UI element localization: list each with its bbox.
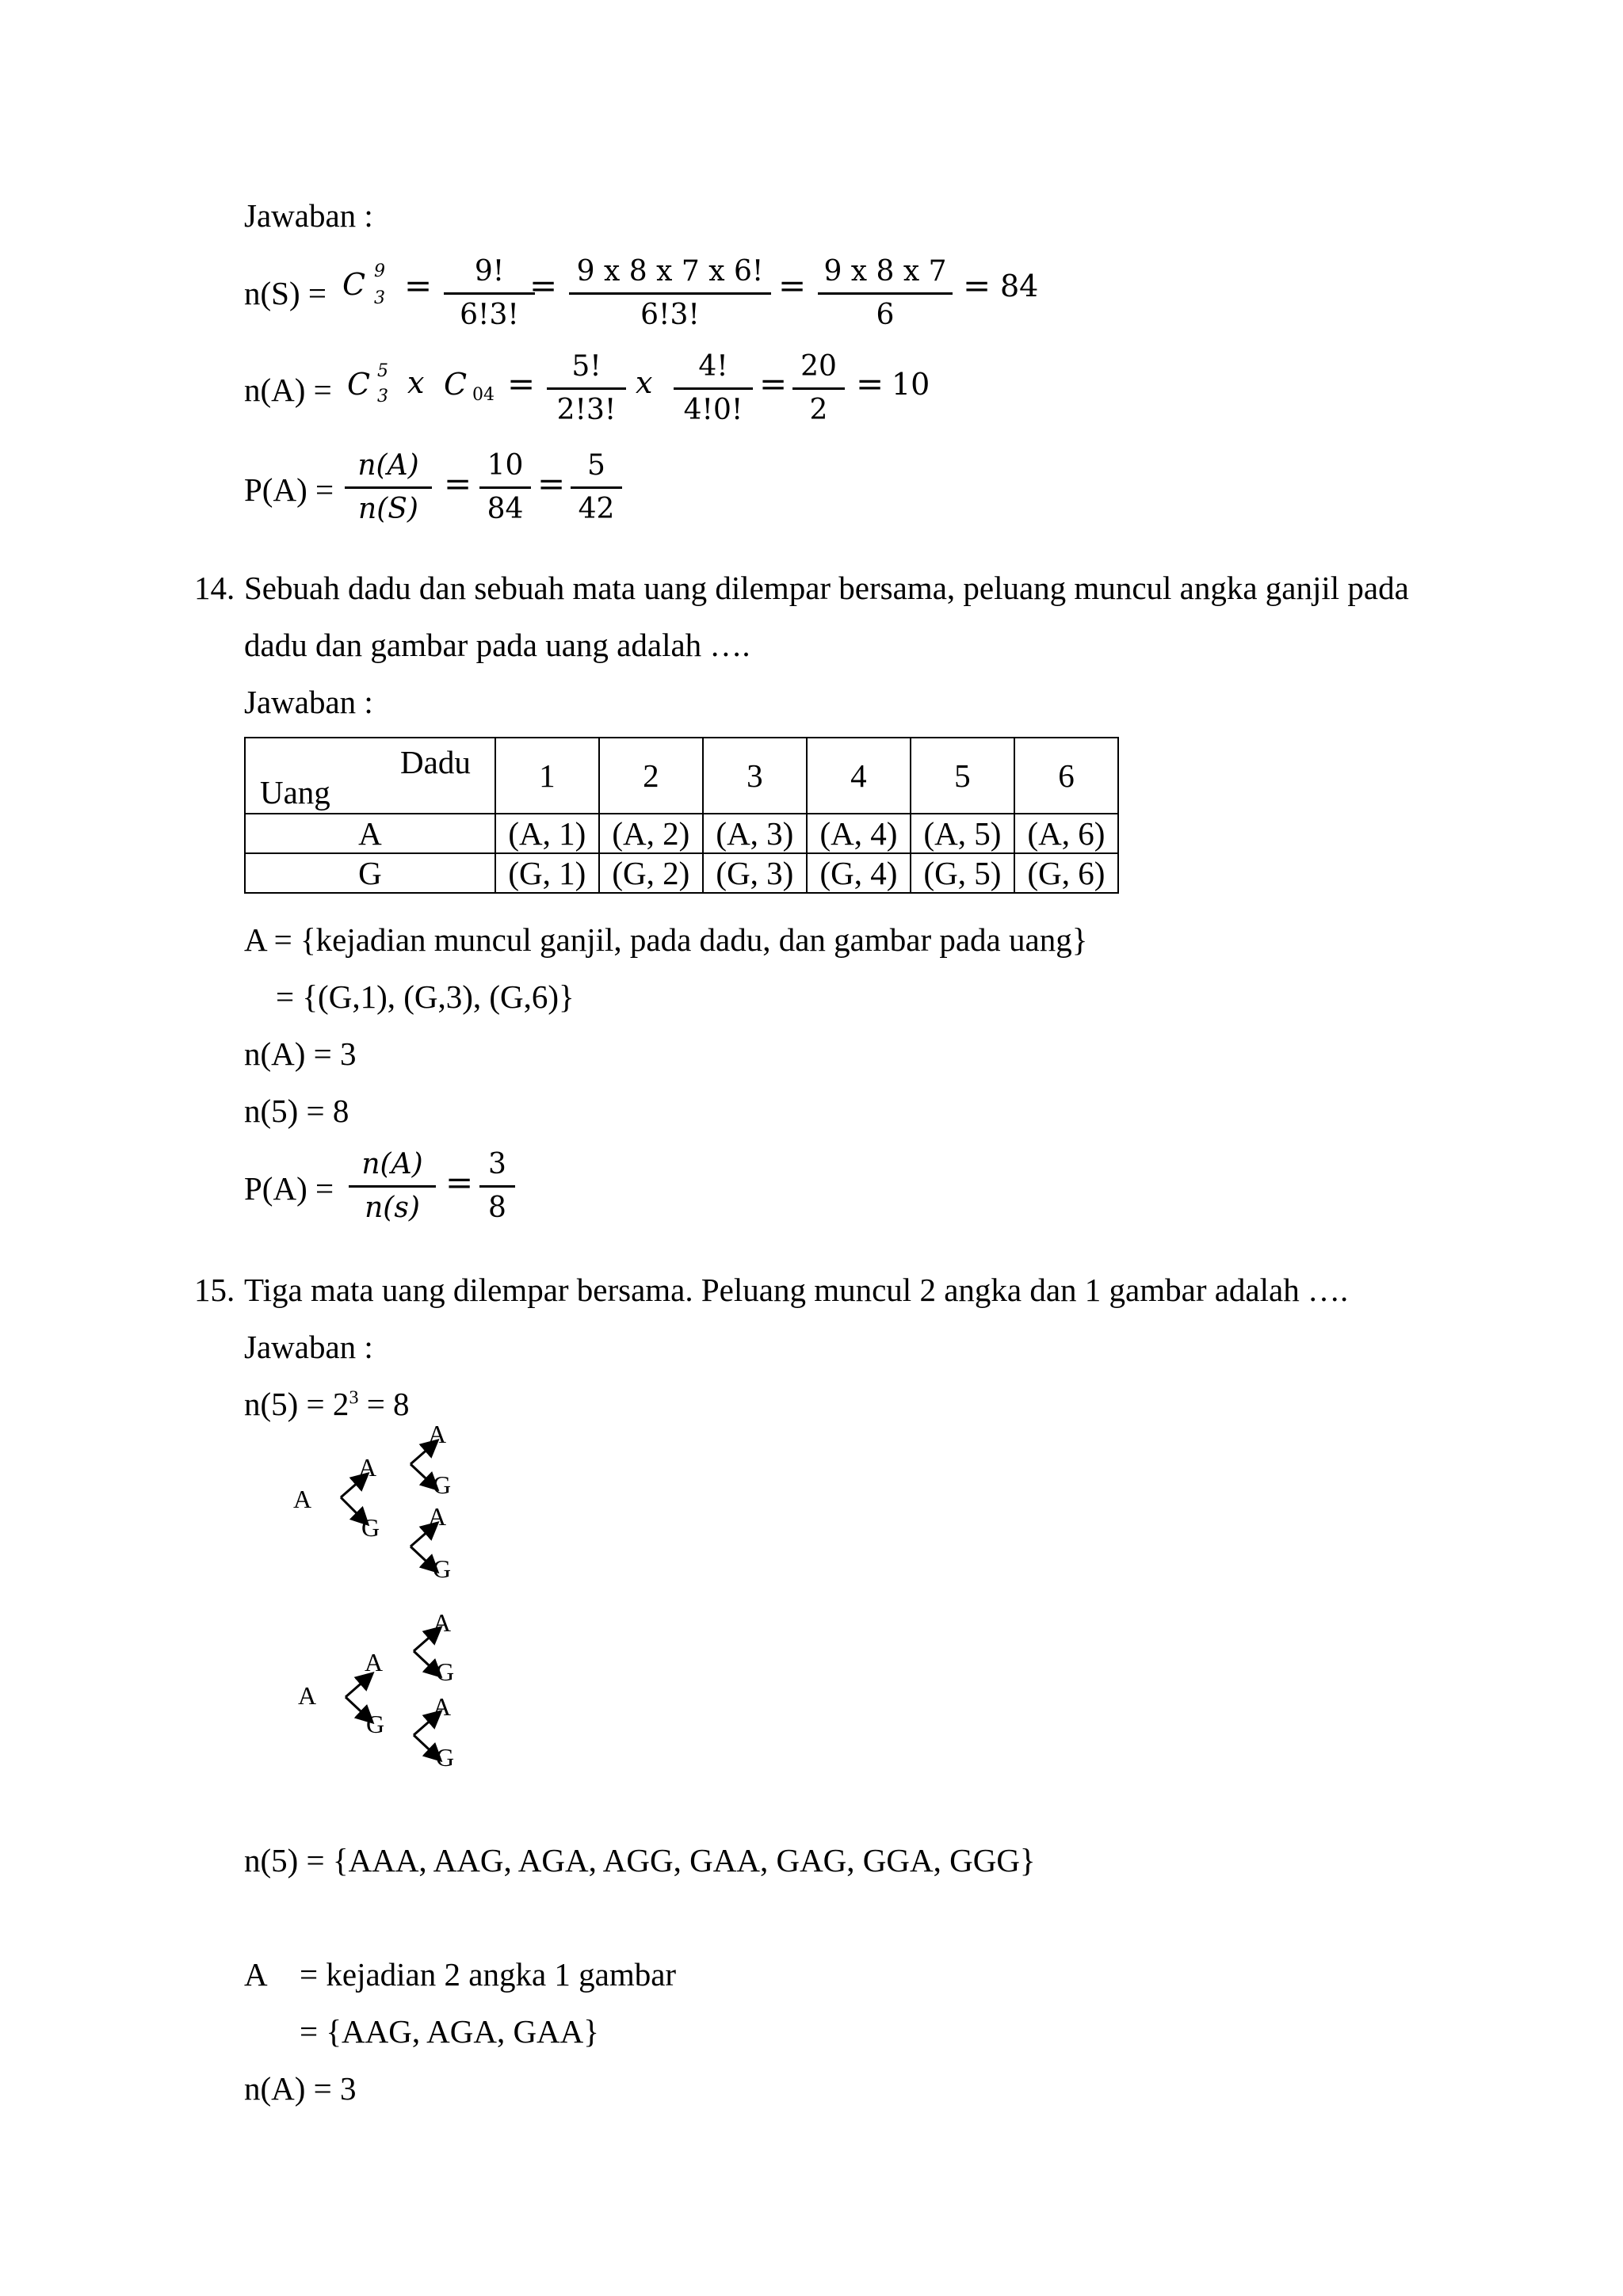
- fraction-denominator: 42: [578, 493, 615, 525]
- combination-sub: 04: [472, 385, 495, 405]
- table-cell: (A, 4): [807, 814, 911, 853]
- pa-label: P(A) =: [244, 1170, 334, 1207]
- fraction-numerator: 5: [571, 452, 622, 489]
- fraction-numerator: 9 x 8 x 7: [818, 257, 953, 295]
- column-header: 5: [911, 738, 1014, 814]
- event-count: n(A) = 3: [244, 1035, 357, 1072]
- fraction-denominator: 4!0!: [683, 394, 743, 426]
- tree-node-label: A: [433, 1692, 452, 1721]
- tree-node-label: G: [433, 1554, 452, 1583]
- fraction-numerator: 5!: [547, 353, 626, 390]
- equals-sign: =: [537, 464, 566, 503]
- combination-symbol: C: [444, 367, 468, 402]
- combination-sup: 9: [374, 261, 385, 281]
- event-definition: A = {kejadian muncul ganjil, pada dadu, dan gambar pada uang}: [244, 921, 1088, 958]
- fraction-denominator: 6!3!: [640, 299, 700, 331]
- table-cell: (A, 6): [1014, 814, 1118, 853]
- event-values: = {AAG, AGA, GAA}: [300, 2013, 599, 2050]
- fraction-numerator: n(A): [345, 452, 432, 489]
- equals-sign: =: [445, 1163, 474, 1202]
- question-text: dadu dan gambar pada uang adalah ….: [244, 627, 750, 663]
- ns-label: n(S) =: [244, 275, 327, 311]
- table-cell: (A, 3): [703, 814, 807, 853]
- combination-sup: 5: [377, 361, 388, 381]
- tree-node-label: A: [365, 1648, 384, 1676]
- fraction-denominator: 2: [809, 394, 828, 426]
- tree-node-label: G: [433, 1470, 452, 1499]
- tree-node-label: A: [428, 1502, 447, 1531]
- fraction-numerator: 3: [479, 1150, 515, 1188]
- na-label: n(A) =: [244, 372, 332, 408]
- column-header: 1: [495, 738, 599, 814]
- jawaban-label: Jawaban :: [244, 197, 373, 234]
- fraction-numerator: 20: [792, 353, 845, 390]
- result-value: 84: [1000, 269, 1039, 303]
- table-cell: (G, 6): [1014, 853, 1118, 893]
- tree-node-label: A: [358, 1453, 377, 1482]
- tree-branch: [346, 1675, 371, 1697]
- table-cell: (G, 2): [599, 853, 703, 893]
- fraction-numerator: 9!: [444, 257, 535, 295]
- event-count: n(A) = 3: [244, 2070, 357, 2107]
- combination-symbol: C: [347, 367, 371, 402]
- result-value: 10: [892, 367, 930, 402]
- fraction-numerator: 4!: [674, 353, 753, 390]
- fraction-numerator: n(A): [349, 1150, 436, 1188]
- pa-label: P(A) =: [244, 471, 334, 508]
- fraction-denominator: 6: [876, 299, 895, 331]
- corner-top-label: Dadu: [400, 744, 471, 780]
- column-header: 2: [599, 738, 703, 814]
- question-number: 14.: [194, 570, 235, 606]
- combination-sub: 3: [377, 387, 388, 406]
- tree-node-label: A: [298, 1681, 317, 1710]
- jawaban-label: Jawaban :: [244, 684, 373, 720]
- table-cell: (A, 5): [911, 814, 1014, 853]
- fraction-denominator: 2!3!: [556, 394, 617, 426]
- row-label: G: [245, 853, 495, 893]
- event-definition: = kejadian 2 angka 1 gambar: [300, 1956, 677, 1993]
- table-cell: (G, 4): [807, 853, 911, 893]
- sample-count: n(5) = 8: [244, 1093, 349, 1129]
- sample-space-list: n(5) = {AAA, AAG, AGA, AGG, GAA, GAG, GGA, GGG}: [244, 1842, 1036, 1878]
- table-cell: (G, 1): [495, 853, 599, 893]
- combination-sub: 3: [374, 288, 385, 308]
- event-values: = {(G,1), (G,3), (G,6)}: [276, 978, 575, 1015]
- tree-node-label: A: [433, 1608, 452, 1637]
- jawaban-label: Jawaban :: [244, 1329, 373, 1365]
- tree-node-label: A: [428, 1420, 447, 1448]
- fraction-numerator: 9 x 8 x 7 x 6!: [569, 257, 771, 295]
- event-label: A: [244, 1956, 268, 1993]
- tree-node-label: A: [293, 1485, 312, 1513]
- tree-node-label: G: [361, 1513, 380, 1542]
- fraction-denominator: n(s): [365, 1192, 420, 1224]
- tree-node-label: G: [366, 1710, 385, 1738]
- equals-sign: =: [759, 364, 788, 403]
- fraction-denominator: 6!3!: [460, 299, 519, 331]
- times-sign: x: [407, 365, 425, 400]
- equals-sign: =: [963, 266, 991, 305]
- equals-sign: =: [404, 266, 433, 305]
- tree-node-label: G: [436, 1657, 455, 1686]
- times-sign: x: [636, 365, 653, 400]
- equals-sign: =: [856, 364, 884, 403]
- sample-count-result: = 8: [358, 1386, 410, 1422]
- combination-symbol: C: [342, 267, 366, 302]
- sample-count-base: n(5) = 2: [244, 1386, 349, 1422]
- question-text: Sebuah dadu dan sebuah mata uang dilempar bersama, peluang muncul angka ganjil pada: [244, 570, 1409, 606]
- equals-sign: =: [529, 266, 558, 305]
- column-header: 4: [807, 738, 911, 814]
- equals-sign: =: [778, 266, 807, 305]
- sample-count-exponent: 3: [349, 1387, 359, 1409]
- fraction-denominator: n(S): [358, 493, 418, 525]
- question-text: Tiga mata uang dilempar bersama. Peluang muncul 2 angka dan 1 gambar adalah ….: [244, 1272, 1349, 1308]
- fraction-denominator: 8: [488, 1192, 506, 1224]
- fraction-denominator: 84: [487, 493, 524, 525]
- table-cell: (G, 5): [911, 853, 1014, 893]
- table-cell: (G, 3): [703, 853, 807, 893]
- equals-sign: =: [444, 464, 472, 503]
- table-cell: (A, 1): [495, 814, 599, 853]
- column-header: 3: [703, 738, 807, 814]
- corner-bottom-label: Uang: [260, 774, 330, 810]
- column-header: 6: [1014, 738, 1118, 814]
- equals-sign: =: [507, 364, 536, 403]
- question-number: 15.: [194, 1272, 235, 1308]
- row-label: A: [245, 814, 495, 853]
- fraction-numerator: 10: [479, 452, 531, 489]
- table-cell: (A, 2): [599, 814, 703, 853]
- tree-node-label: G: [436, 1743, 455, 1772]
